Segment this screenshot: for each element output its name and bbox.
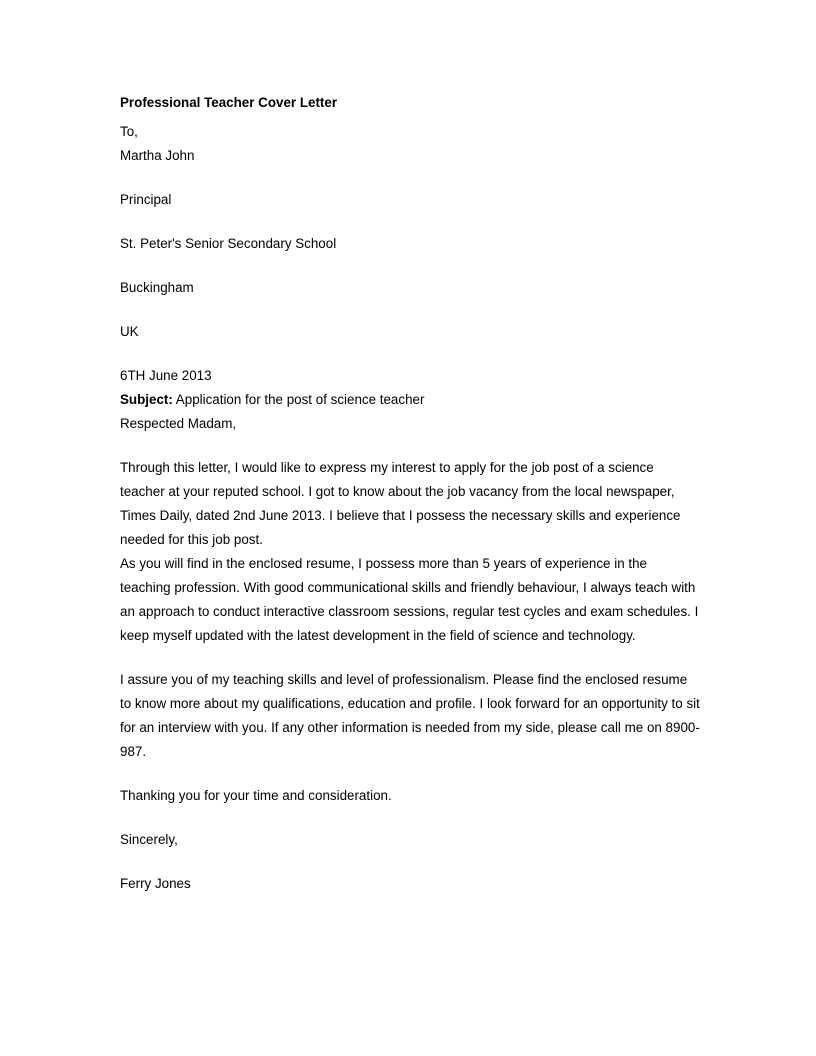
salutation: Respected Madam, xyxy=(120,416,237,431)
recipient-title: Principal xyxy=(120,192,172,207)
school-name: St. Peter's Senior Secondary School xyxy=(120,236,337,251)
country: UK xyxy=(120,324,139,339)
paragraph-experience: As you will find in the enclosed resume, I possess more than 5 years of experience in the teaching profession. With good communicational skills and friendly behaviour, I always teach with an approach to conduct interactive classroom sessions, regular test cycles and exam schedules. I keep myself updated with the latest development in the field of science and technology. xyxy=(120,556,699,643)
paragraph-assurance: I assure you of my teaching skills and level of professionalism. Please find the enclosed resume to know more about my qualifications, education and profile. I look forward for an opportunity to sit for an interview with you. If any other information is needed from my side, please call me on 8900-987. xyxy=(120,672,700,759)
city: Buckingham xyxy=(120,280,194,295)
letter-body xyxy=(120,92,700,896)
subject-text: Application for the post of science teacher xyxy=(172,392,425,407)
letter-date: 6TH June 2013 xyxy=(120,368,212,383)
paragraph-interest: Through this letter, I would like to express my interest to apply for the job post of a science teacher at your reputed school. I got to know about the job vacancy from the local newspaper, Times Daily, dated 2nd June 2013. I believe that I possess the necessary skills and experience needed for this job post. xyxy=(120,460,681,547)
document-title: Professional Teacher Cover Letter xyxy=(120,95,338,110)
closing: Sincerely, xyxy=(120,832,178,847)
thanks-line: Thanking you for your time and consideration. xyxy=(120,788,392,803)
signature-name: Ferry Jones xyxy=(120,876,191,891)
subject-line xyxy=(120,388,700,412)
subject-label: Subject: xyxy=(120,392,173,407)
address-to: To, xyxy=(120,124,138,139)
recipient-name: Martha John xyxy=(120,148,195,163)
